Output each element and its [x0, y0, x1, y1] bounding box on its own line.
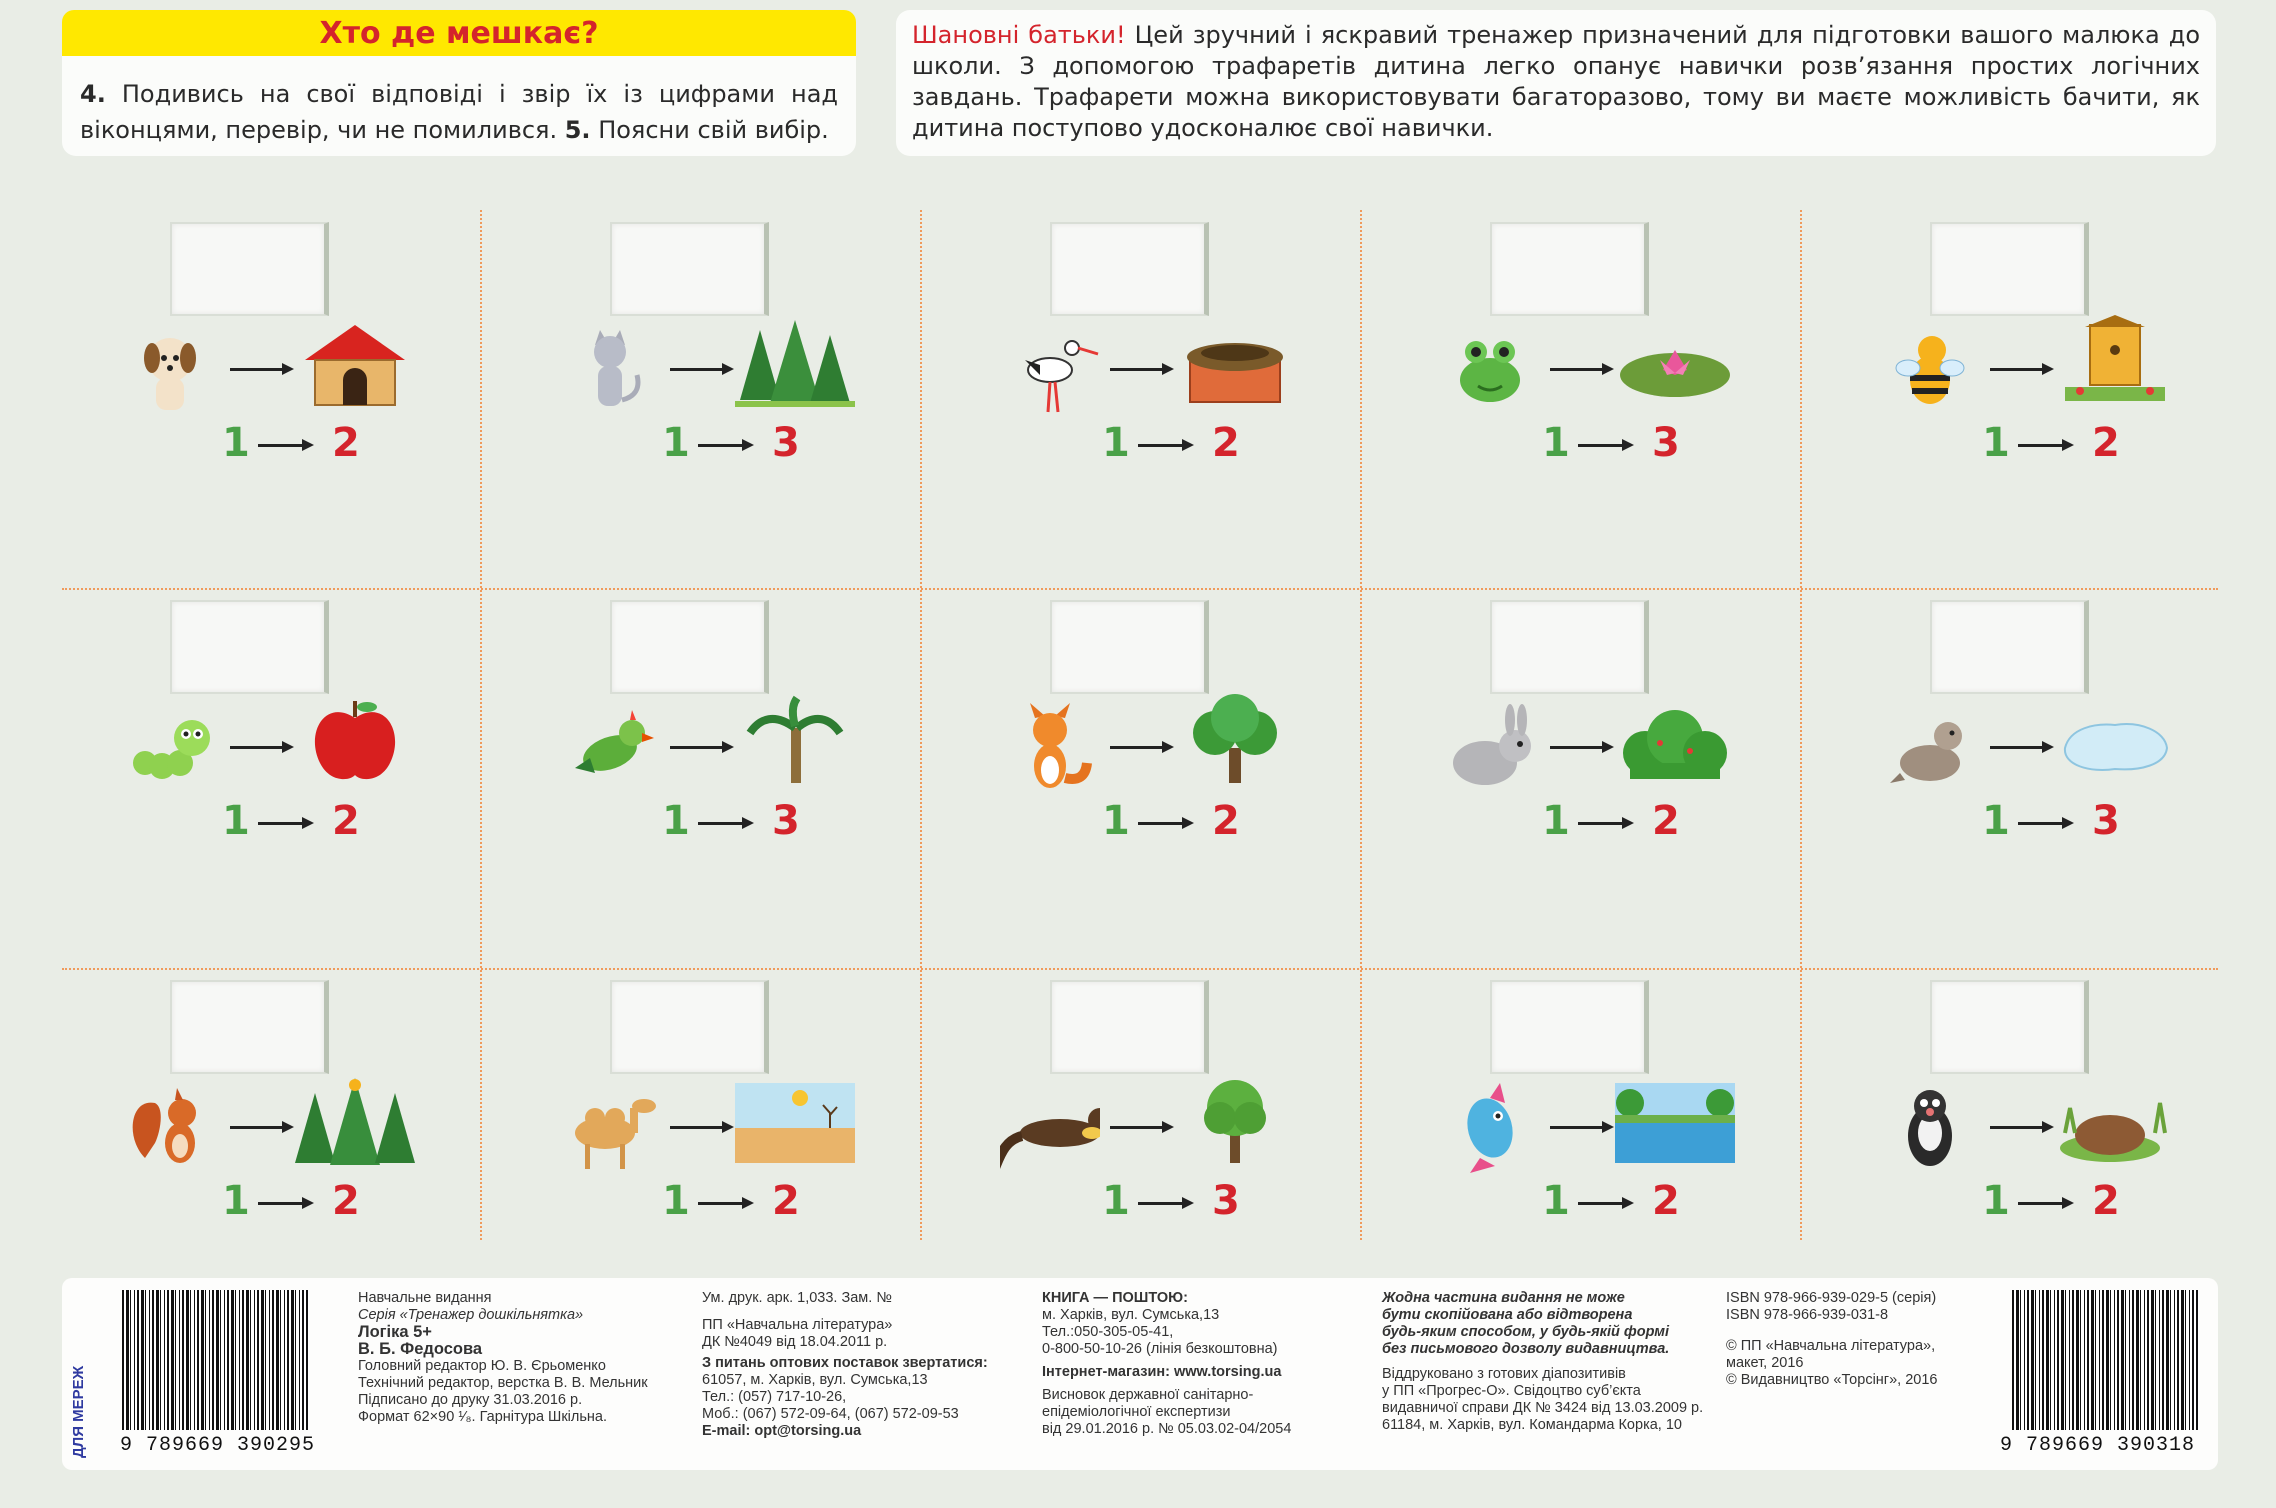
answer-code [662, 798, 822, 848]
arrow-icon [670, 1126, 730, 1129]
answer-code [222, 798, 382, 848]
answer-window[interactable] [1930, 980, 2089, 1074]
apple-icon [295, 693, 415, 793]
ice-floe-icon [2055, 693, 2175, 793]
imprint-line: ПП «Навчальна література» [702, 1317, 893, 1333]
answer-to: 2 [2092, 420, 2120, 466]
rabbit-icon [1440, 698, 1540, 798]
answer-from: 1 [1982, 1178, 2010, 1224]
imprint-line: у ПП «Прогрес-О». Свідоцтво суб’єкта [1382, 1383, 1641, 1399]
arrow-icon [2018, 444, 2070, 447]
frog-icon [1440, 320, 1540, 420]
parrot-icon [560, 698, 660, 798]
imprint-column-4 [1382, 1290, 1703, 1434]
answer-code [222, 1178, 382, 1228]
mole-icon [1880, 1078, 1980, 1178]
answer-code [1982, 798, 2142, 848]
fox-cub-icon [1000, 698, 1100, 798]
habitat-card [40, 210, 480, 590]
habitat-card [480, 210, 920, 590]
answer-to: 2 [1212, 420, 1240, 466]
imprint-line: видавничої справи ДК № 3424 від 13.03.2009 р. [1382, 1400, 1704, 1416]
imprint-line: ДК №4049 від 18.04.2011 р. [702, 1334, 888, 1350]
answer-code [1542, 1178, 1702, 1228]
squirrel-icon [120, 1078, 220, 1178]
desert-icon [735, 1073, 855, 1173]
arrow-icon [1578, 444, 1630, 447]
imprint-line: Тел.:050-305-05-41, [1042, 1324, 1174, 1340]
fir-trees-icon [735, 315, 855, 415]
answer-window[interactable] [1930, 600, 2089, 694]
imprint-line: Моб.: (067) 572-09-64, (067) 572-09-53 [702, 1406, 959, 1422]
arrow-icon [670, 746, 730, 749]
answer-from: 1 [662, 420, 690, 466]
answer-from: 1 [662, 1178, 690, 1224]
stork-icon [1000, 320, 1100, 420]
page-title: Хто де мешкає? [62, 10, 856, 56]
barcode-right-number: 9 789669 390318 [2000, 1434, 2196, 1457]
answer-to: 3 [772, 420, 800, 466]
arrow-icon [2018, 822, 2070, 825]
arrow-icon [1110, 368, 1170, 371]
nest-icon [1175, 315, 1295, 415]
task-instructions [80, 76, 838, 148]
task-text-4: Подивись на свої відповіді і звір їх із цифрами над віконцями, перевір, чи не помилився. [80, 80, 838, 144]
answer-from: 1 [1982, 420, 2010, 466]
tree-icon [1175, 1073, 1295, 1173]
answer-code [1542, 420, 1702, 470]
answer-code [1542, 798, 1702, 848]
answer-to: 2 [2092, 1178, 2120, 1224]
arrow-icon [1138, 444, 1190, 447]
arrow-icon [2018, 1202, 2070, 1205]
water-lily-icon [1615, 315, 1735, 415]
arrow-icon [230, 368, 290, 371]
imprint-column-2 [702, 1290, 988, 1440]
answer-to: 3 [1652, 420, 1680, 466]
imprint-line: Висновок державної санітарно- [1042, 1387, 1254, 1403]
parents-note [896, 10, 2216, 156]
imprint-line: Тел.: (057) 717-10-26, [702, 1389, 847, 1405]
arrow-icon [1550, 746, 1610, 749]
imprint-line: Віддруковано з готових діапозитивів [1382, 1366, 1626, 1382]
answer-window[interactable] [1050, 980, 1209, 1074]
barcode-left [122, 1290, 308, 1430]
imprint-column-1 [358, 1290, 648, 1426]
imprint-line: © Видавництво «Торсінг», 2016 [1726, 1372, 1938, 1388]
shop-link[interactable]: Інтернет-магазин: www.torsing.ua [1042, 1364, 1282, 1380]
arrow-icon [1990, 1126, 2050, 1129]
answer-window[interactable] [170, 600, 329, 694]
imprint-line: Навчальне видання [358, 1290, 492, 1306]
answer-to: 2 [772, 1178, 800, 1224]
bee-icon [1880, 320, 1980, 420]
answer-to: 2 [1652, 798, 1680, 844]
beehive-icon [2055, 315, 2175, 415]
answer-from: 1 [222, 798, 250, 844]
answer-from: 1 [662, 798, 690, 844]
habitat-card [1360, 210, 1800, 590]
answer-code [662, 1178, 822, 1228]
imprint-line: © ПП «Навчальна література», [1726, 1338, 1936, 1354]
arrow-icon [670, 368, 730, 371]
imprint-line: від 29.01.2016 р. № 05.03.02-04/2054 [1042, 1421, 1292, 1437]
answer-to: 3 [1212, 1178, 1240, 1224]
book-author: В. Б. Федосова [358, 1340, 483, 1358]
answer-from: 1 [222, 420, 250, 466]
habitat-card [920, 210, 1360, 590]
arrow-icon [1550, 368, 1610, 371]
answer-to: 2 [332, 1178, 360, 1224]
barcode-left-number: 9 789669 390295 [120, 1434, 316, 1457]
habitat-card [1800, 588, 2240, 968]
answer-window[interactable] [1050, 222, 1209, 316]
lake-icon [1615, 1073, 1735, 1173]
answer-from: 1 [1102, 420, 1130, 466]
imprint-line: Головний редактор Ю. В. Єрьоменко [358, 1358, 606, 1374]
habitat-card [920, 588, 1360, 968]
arrow-icon [258, 1202, 310, 1205]
parents-body: Цей зручний і яскравий тренажер призначений для підготовки вашого малюка до школи. З допомогою трафаретів дитина легко опанує навички розв’язання простих логічних завдань. Трафарети можна використовувати багаторазово, тому ви маєте можливість бачити, як дитина поступово удосконалює свої навички. [912, 21, 2200, 142]
arrow-icon [1578, 1202, 1630, 1205]
answer-window[interactable] [170, 980, 329, 1074]
imprint-line: будь-яким способом, у будь-якій формі [1382, 1324, 1669, 1340]
answer-window[interactable] [610, 980, 769, 1074]
forest-icon [295, 1073, 415, 1173]
arrow-icon [230, 1126, 290, 1129]
task-number-4: 4. [80, 80, 106, 108]
imprint-line: епідеміологічної експертизи [1042, 1404, 1231, 1420]
answer-to: 3 [2092, 798, 2120, 844]
molehill-icon [2055, 1073, 2175, 1173]
answer-to: 2 [1212, 798, 1240, 844]
answer-from: 1 [1542, 420, 1570, 466]
cat-icon [560, 320, 660, 420]
arrow-icon [258, 822, 310, 825]
arrow-icon [230, 746, 290, 749]
answer-window[interactable] [1490, 980, 1649, 1074]
answer-to: 2 [1652, 1178, 1680, 1224]
fish-icon [1440, 1078, 1540, 1178]
puppy-icon [120, 320, 220, 420]
arrow-icon [1110, 1126, 1170, 1129]
answer-window[interactable] [1050, 600, 1209, 694]
answer-code [222, 420, 382, 470]
arrow-icon [1990, 746, 2050, 749]
habitat-card [1360, 588, 1800, 968]
isbn-series: ISBN 978-966-939-029-5 (серія) [1726, 1290, 1937, 1306]
book-title: Логіка 5+ [358, 1323, 432, 1341]
imprint-line: Ум. друк. арк. 1,033. Зам. № [702, 1290, 892, 1306]
arrow-icon [698, 822, 750, 825]
arrow-icon [258, 444, 310, 447]
camel-icon [560, 1078, 660, 1178]
arrow-icon [1138, 1202, 1190, 1205]
answer-code [662, 420, 822, 470]
answer-from: 1 [1982, 798, 2010, 844]
imprint-column-3 [1042, 1290, 1291, 1438]
oak-tree-icon [1175, 693, 1295, 793]
imprint-line: 0-800-50-10-26 (лінія безкоштовна) [1042, 1341, 1278, 1357]
answer-code [1982, 1178, 2142, 1228]
answer-from: 1 [222, 1178, 250, 1224]
arrow-icon [1578, 822, 1630, 825]
answer-from: 1 [1542, 798, 1570, 844]
answer-code [1102, 1178, 1262, 1228]
imprint-line: Жодна частина видання не може [1382, 1290, 1625, 1306]
answer-to: 3 [772, 798, 800, 844]
answer-code [1982, 420, 2142, 470]
answer-to: 2 [332, 420, 360, 466]
answer-window[interactable] [1490, 222, 1649, 316]
bush-icon [1615, 693, 1735, 793]
palm-tree-icon [735, 693, 855, 793]
answer-from: 1 [1542, 1178, 1570, 1224]
answer-window[interactable] [1930, 222, 2089, 316]
answer-code [1102, 420, 1262, 470]
barcode-right [2012, 1290, 2198, 1430]
arrow-icon [698, 444, 750, 447]
imprint-line: Формат 62×90 ¹⁄₈. Гарнітура Шкільна. [358, 1409, 608, 1425]
arrow-icon [1990, 368, 2050, 371]
imprint-line: 61184, м. Харків, вул. Командарма Корка, 10 [1382, 1417, 1682, 1433]
marten-icon [1000, 1078, 1100, 1178]
arrow-icon [1110, 746, 1170, 749]
answer-from: 1 [1102, 798, 1130, 844]
imprint-column-5 [1726, 1290, 1937, 1389]
answer-window[interactable] [1490, 600, 1649, 694]
answer-to: 2 [332, 798, 360, 844]
imprint-line: м. Харків, вул. Сумська,13 [1042, 1307, 1220, 1323]
task-box [62, 10, 856, 156]
answer-window[interactable] [610, 222, 769, 316]
email-link[interactable]: E-mail: opt@torsing.ua [702, 1423, 862, 1439]
isbn: ISBN 978-966-939-031-8 [1726, 1307, 1889, 1323]
network-label: ДЛЯ МЕРЕЖ [70, 1365, 87, 1458]
parents-greeting: Шановні батьки! [912, 21, 1126, 49]
answer-window[interactable] [170, 222, 329, 316]
arrow-icon [1550, 1126, 1610, 1129]
imprint-footer [62, 1278, 2218, 1470]
caterpillar-icon [120, 698, 220, 798]
imprint-line: без письмового дозволу видавництва. [1382, 1341, 1670, 1357]
task-number-5: 5. [564, 116, 591, 144]
imprint-line: Технічний редактор, верстка В. В. Мельник [358, 1375, 648, 1391]
answer-from: 1 [1102, 1178, 1130, 1224]
answer-window[interactable] [610, 600, 769, 694]
task-text-5: Поясни свій вибір. [590, 116, 829, 144]
imprint-line: Підписано до друку 31.03.2016 р. [358, 1392, 583, 1408]
doghouse-icon [295, 315, 415, 415]
imprint-line: КНИГА — ПОШТОЮ: [1042, 1290, 1188, 1306]
seal-icon [1880, 698, 1980, 798]
parents-text [912, 20, 2200, 144]
imprint-line: Серія «Тренажер дошкільнятка» [358, 1307, 584, 1323]
answer-code [1102, 798, 1262, 848]
habitat-card [1800, 210, 2240, 590]
imprint-line: макет, 2016 [1726, 1355, 1804, 1371]
habitat-card [40, 588, 480, 968]
imprint-line: З питань оптових поставок звертатися: [702, 1355, 988, 1371]
habitat-card [480, 588, 920, 968]
arrow-icon [698, 1202, 750, 1205]
arrow-icon [1138, 822, 1190, 825]
imprint-line: бути скопійована або відтворена [1382, 1307, 1633, 1323]
imprint-line: 61057, м. Харків, вул. Сумська,13 [702, 1372, 928, 1388]
